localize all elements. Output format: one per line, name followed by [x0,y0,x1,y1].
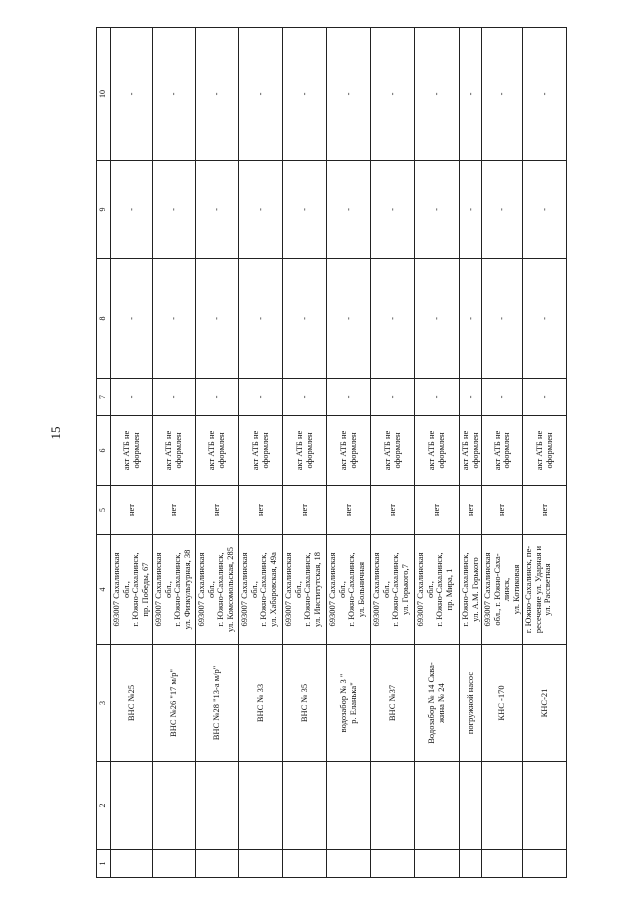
object-name-cell [239,645,283,762]
cell-text: нет [496,503,507,517]
col-9-cell [239,161,283,259]
atb-act-status-cell [482,416,523,486]
cell-text: акт АТБ не оформлен [381,430,402,471]
address-cell [327,535,371,645]
cell-text: - [342,208,353,211]
cell-text: 693007 Сахалинская обл., г. Южно-Сахалинск, ул. Больничная [327,552,366,627]
cell-text: нет [538,503,549,517]
object-name-cell [371,645,415,762]
cell-text: - [125,395,136,399]
cell-text: акт АТБ не оформлен [293,430,314,471]
column-header: 9 [97,161,111,259]
cell-text: нет [125,503,136,517]
cell-text: акт АТБ не оформлен [249,430,270,471]
column-header: 4 [97,535,111,645]
cell-text: нет [211,503,222,517]
table-row [283,28,327,878]
cell-text: КНС -170 [496,685,507,721]
col-1-cell [111,850,153,878]
col-8-cell [523,259,567,379]
cell-text: ВНС № 35 [298,683,309,723]
col-10-cell [239,28,283,161]
table-row [415,28,460,878]
cell-text: - [298,317,309,320]
cell-text: - [386,317,397,320]
col-1-cell [482,850,523,878]
cell-text: - [496,395,507,399]
col-10-cell [196,28,239,161]
cell-text: акт АТБ не оформлен [426,430,446,471]
cell-text: - [168,92,179,96]
col-1-cell [327,850,371,878]
col-1-cell [371,850,415,878]
table-row [482,28,523,878]
col-9-cell [111,161,153,259]
col-9-cell [415,161,460,259]
col-5-cell [111,486,153,535]
cell-text: - [538,395,549,399]
column-header: 1 [97,850,111,878]
cell-text: - [538,317,549,320]
col-9-cell [153,161,196,259]
cell-text: 693007 Сахалинская обл., г. Южно-Сахалинск, ул. Комсомольская, 285 [196,546,235,633]
col-2-cell [482,762,523,850]
col-8-cell [415,259,460,379]
table-row [460,28,482,878]
cell-text: - [298,92,309,96]
col-7-cell [460,379,482,416]
object-name-cell [523,645,567,762]
atb-act-status-cell [327,416,371,486]
col-2-cell [239,762,283,850]
cell-text: - [538,92,549,96]
col-2-cell [196,762,239,850]
address-cell [283,535,327,645]
cell-text: ВНС №25 [125,684,136,722]
cell-text: нет [431,503,442,517]
cell-text: - [342,317,353,320]
col-2-cell [111,762,153,850]
col-8-cell [327,259,371,379]
col-5-cell [482,486,523,535]
table-row [111,28,153,878]
col-8-cell [460,259,482,379]
atb-act-status-cell [196,416,239,486]
object-name-cell [153,645,196,762]
col-8-cell [196,259,239,379]
address-cell [482,535,523,645]
cell-text: 693007 Сахалинская обл., г. Южно-Сахалинск, пр. Мира, 1 [415,552,454,627]
address-cell [460,535,482,645]
col-9-cell [327,161,371,259]
cell-text: - [431,317,442,320]
cell-text: акт АТБ не оформлен [491,430,512,471]
cell-text: - [254,208,265,211]
col-7-cell [482,379,523,416]
atb-act-status-cell [415,416,460,486]
cell-text: ВНС №26 "17 м/р" [168,669,179,737]
cell-text: - [168,317,179,320]
cell-text: - [254,317,265,320]
atb-act-status-cell [460,416,482,486]
data-table [96,27,567,878]
address-cell [111,535,153,645]
column-header: 5 [97,486,111,535]
col-7-cell [283,379,327,416]
column-header: 8 [97,259,111,379]
cell-text: г. Южно-Сахалинск, ул. А.М. Горького [460,552,480,627]
col-5-cell [239,486,283,535]
col-10-cell [415,28,460,161]
cell-text: 693007 Сахалинская обл., г. Южно-Сахалинск, ул. Институтская, 18 [283,552,322,627]
column-header: 3 [97,645,111,762]
cell-text: - [538,208,549,211]
col-7-cell [153,379,196,416]
table-row [523,28,567,878]
table-row [239,28,283,878]
col-8-cell [371,259,415,379]
col-8-cell [283,259,327,379]
column-header: 10 [97,28,111,161]
cell-text: - [431,92,442,96]
cell-text: ВНС №37 [386,684,397,722]
col-7-cell [523,379,567,416]
cell-text: ВНС № 33 [254,683,265,723]
page-number: 15 [48,426,63,440]
table-row [327,28,371,878]
col-2-cell [153,762,196,850]
cell-text: - [464,317,475,320]
cell-text: - [386,208,397,211]
cell-text: - [464,395,475,399]
cell-text: акт АТБ не оформлен [206,430,226,471]
table-row [196,28,239,878]
cell-text: - [386,395,397,399]
col-2-cell [460,762,482,850]
table-row [153,28,196,878]
col-9-cell [283,161,327,259]
address-cell [415,535,460,645]
cell-text: 693007 Сахалинская обл., г. Южно-Сахалинск, ул. Физкультурная, 38 [153,549,192,630]
address-cell [196,535,239,645]
col-10-cell [523,28,567,161]
col-1-cell [460,850,482,878]
col-1-cell [196,850,239,878]
cell-text: - [211,208,222,211]
cell-text: 693007 Сахалинская обл., г. Южно-Сахалинск, ул. Хабаровская, 49а [239,552,278,627]
cell-text: - [431,208,442,211]
cell-text: - [211,395,222,399]
col-10-cell [460,28,482,161]
cell-text: Водозабор № 14 Сква- жина № 24 [426,662,446,744]
col-2-cell [415,762,460,850]
col-5-cell [196,486,239,535]
col-9-cell [482,161,523,259]
col-9-cell [523,161,567,259]
col-2-cell [283,762,327,850]
cell-text: - [386,92,397,96]
col-10-cell [111,28,153,161]
col-5-cell [415,486,460,535]
col-2-cell [327,762,371,850]
cell-text: - [125,317,136,320]
atb-act-status-cell [523,416,567,486]
cell-text: 693007 Сахалинская обл., г. Южно-Саха- линск, ул. Котиковая [482,552,521,627]
cell-text: - [211,317,222,320]
col-2-cell [523,762,567,850]
cell-text: нет [254,503,265,517]
cell-text: нет [464,503,475,517]
object-name-cell [283,645,327,762]
table-row [371,28,415,878]
object-name-cell [415,645,460,762]
col-9-cell [196,161,239,259]
object-name-cell [327,645,371,762]
col-10-cell [153,28,196,161]
cell-text: КНС-21 [538,688,549,718]
col-10-cell [327,28,371,161]
col-5-cell [153,486,196,535]
col-5-cell [460,486,482,535]
cell-text: акт АТБ не оформлен [460,430,480,471]
address-cell [153,535,196,645]
col-5-cell [327,486,371,535]
cell-text: ВНС №28 "13-а м/р" [211,665,222,741]
cell-text: - [431,395,442,399]
cell-text: нет [386,503,397,517]
cell-text: - [211,92,222,96]
col-7-cell [111,379,153,416]
column-header: 6 [97,416,111,486]
address-cell [371,535,415,645]
col-8-cell [111,259,153,379]
cell-text: - [464,208,475,211]
object-name-cell [196,645,239,762]
column-header: 2 [97,762,111,850]
cell-text: - [254,395,265,399]
col-1-cell [415,850,460,878]
cell-text: акт АТБ не оформлен [120,430,141,471]
atb-act-status-cell [371,416,415,486]
cell-text: 693007 Сахалинская обл., г. Южно-Сахалинск, ул. Горького,7 [371,552,410,627]
col-8-cell [239,259,283,379]
cell-text: - [342,395,353,399]
cell-text: - [298,395,309,399]
cell-text: - [125,208,136,211]
col-7-cell [239,379,283,416]
col-10-cell [371,28,415,161]
address-cell [239,535,283,645]
col-8-cell [153,259,196,379]
cell-text: нет [342,503,353,517]
cell-text: нет [298,503,309,517]
cell-text: акт АТБ не оформлен [163,430,183,471]
col-7-cell [371,379,415,416]
cell-text: - [125,92,136,96]
column-header: 7 [97,379,111,416]
col-5-cell [283,486,327,535]
col-7-cell [415,379,460,416]
cell-text: погружной насос [464,671,475,735]
col-1-cell [283,850,327,878]
col-1-cell [239,850,283,878]
cell-text: - [298,208,309,211]
cell-text: - [496,92,507,96]
cell-text: акт АТБ не оформлен [534,430,554,471]
cell-text: - [464,92,475,96]
atb-act-status-cell [239,416,283,486]
cell-text: - [254,92,265,96]
col-1-cell [523,850,567,878]
cell-text: водозабор № 3 " р. Еланька" [337,673,358,733]
address-cell [523,535,567,645]
col-9-cell [371,161,415,259]
atb-act-status-cell [153,416,196,486]
cell-text: - [496,317,507,320]
cell-text: - [168,395,179,399]
col-5-cell [371,486,415,535]
col-7-cell [327,379,371,416]
cell-text: нет [168,503,179,517]
col-10-cell [482,28,523,161]
object-name-cell [460,645,482,762]
col-10-cell [283,28,327,161]
col-8-cell [482,259,523,379]
table-header-row [97,28,111,878]
cell-text: 693007 Сахалинская обл., г. Южно-Сахалинск, пр. Победы, 67 [111,552,150,627]
cell-text: акт АТБ не оформлен [337,430,358,471]
col-2-cell [371,762,415,850]
col-9-cell [460,161,482,259]
object-name-cell [482,645,523,762]
rotated-table-wrapper [96,28,560,878]
cell-text: - [342,92,353,96]
cell-text: - [496,208,507,211]
col-7-cell [196,379,239,416]
object-name-cell [111,645,153,762]
atb-act-status-cell [283,416,327,486]
cell-text: г. Южно-Сахалинск, пе- ресечение ул. Ударная и ул. Рассветная [523,545,553,634]
col-5-cell [523,486,567,535]
cell-text: - [168,208,179,211]
atb-act-status-cell [111,416,153,486]
col-1-cell [153,850,196,878]
